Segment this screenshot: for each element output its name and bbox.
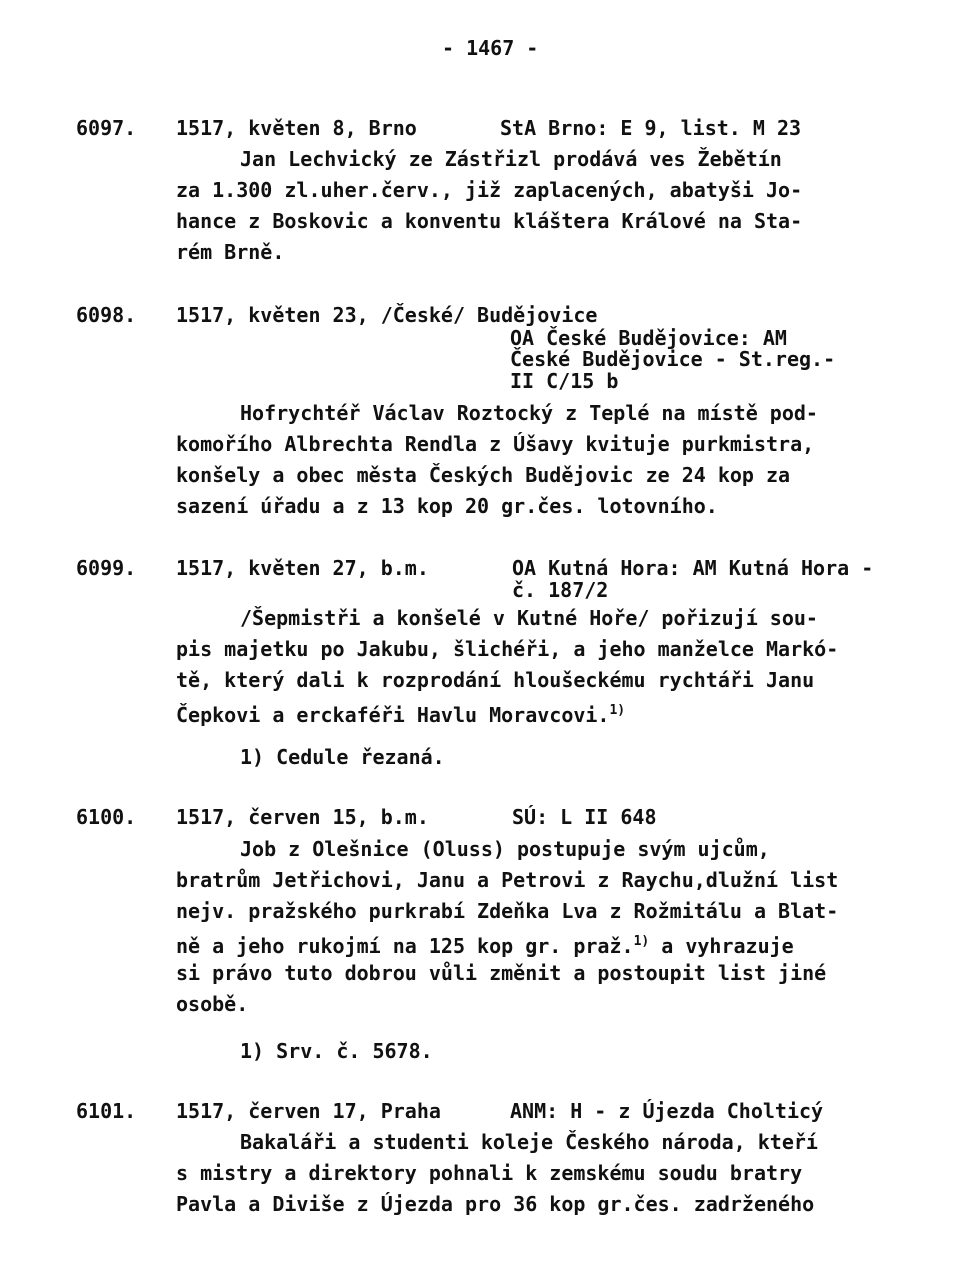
entry-header: 1517, květen 23, /České/ Budějovice	[176, 303, 598, 327]
archive-reference: OA Kutná Hora: AM Kutná Hora -	[512, 556, 874, 580]
regest-text-line: osobě.	[176, 992, 249, 1016]
regest-text-line: Pavla a Diviše z Újezda pro 36 kop gr.čes. zadrženého	[176, 1192, 815, 1216]
archive-reference: SÚ: L II 648	[512, 805, 657, 829]
regest-text-line: pis majetku po Jakubu, šlichéři, a jeho manželce Markó-	[176, 637, 839, 661]
regest-text-line: Job z Olešnice (Oluss) postupuje svým ujcům,	[240, 837, 770, 861]
entry-header: 1517, červen 15, b.m.	[176, 805, 429, 829]
regest-text-line: /Šepmistři a konšelé v Kutné Hoře/ pořizují sou-	[240, 606, 818, 630]
regest-text-line: hance z Boskovic a konventu kláštera Králové na Sta-	[176, 209, 803, 233]
regest-text-line: Bakaláři a studenti koleje Českého národa, kteří	[240, 1130, 818, 1154]
entry-number: 6097.	[76, 116, 137, 140]
archive-reference: České Budějovice - St.reg.-	[510, 347, 836, 371]
regest-text-line: s mistry a direktory pohnali k zemskému soudu bratry	[176, 1161, 803, 1185]
footnote: 1) Srv. č. 5678.	[240, 1039, 433, 1063]
regest-text-line: Jan Lechvický ze Zástřizl prodává ves Žebětín	[240, 147, 782, 171]
archive-reference: StA Brno: E 9, list. M 23	[500, 116, 802, 140]
regest-text: Čepkovi a erckaféři Havlu Moravcovi.	[176, 703, 610, 727]
regest-text-line	[176, 930, 794, 958]
entry-number: 6098.	[76, 303, 137, 327]
archive-reference: OA České Budějovice: AM	[510, 326, 787, 350]
regest-text-line: komořího Albrechta Rendla z Úšavy kvituje purkmistra,	[176, 432, 815, 456]
regest-text-line: konšely a obec města Českých Budějovic ze 24 kop za	[176, 463, 791, 487]
regest-text-line: za 1.300 zl.uher.červ., již zaplacených, abatyši Jo-	[176, 178, 803, 202]
regest-text-line: nejv. pražského purkrabí Zdeňka Lva z Rožmitálu a Blat-	[176, 899, 839, 923]
regest-text: ně a jeho rukojmí na 125 kop gr. praž.	[176, 934, 634, 958]
footnote: 1) Cedule řezaná.	[240, 745, 445, 769]
entry-number: 6099.	[76, 556, 137, 580]
regest-text-line: sazení úřadu a z 13 kop 20 gr.čes. lotovního.	[176, 494, 718, 518]
regest-text-line: rém Brně.	[176, 240, 285, 264]
regest-text-line: si právo tuto dobrou vůli změnit a postoupit list jiné	[176, 961, 827, 985]
entry-header: 1517, květen 8, Brno	[176, 116, 417, 140]
footnote-marker: 1)	[633, 934, 650, 949]
regest-text-line	[176, 699, 625, 727]
regest-text-line: bratrům Jetřichovi, Janu a Petrovi z Raychu,dlužní list	[176, 868, 839, 892]
entry-number: 6100.	[76, 805, 137, 829]
regest-text: a vyhrazuje	[661, 934, 794, 958]
footnote-marker: 1)	[609, 703, 626, 718]
archive-reference: ANM: H - z Újezda Cholticý	[510, 1099, 824, 1123]
regest-text-line: tě, který dali k rozprodání hloušeckému rychtáři Janu	[176, 668, 815, 692]
entry-number: 6101.	[76, 1099, 137, 1123]
regest-text-line: Hofrychtéř Václav Roztocký z Teplé na místě pod-	[240, 401, 818, 425]
page-number: - 1467 -	[442, 36, 539, 60]
archive-reference: č. 187/2	[512, 578, 609, 602]
entry-header: 1517, květen 27, b.m.	[176, 556, 429, 580]
entry-header: 1517, červen 17, Praha	[176, 1099, 441, 1123]
archive-reference: II C/15 b	[510, 369, 619, 393]
